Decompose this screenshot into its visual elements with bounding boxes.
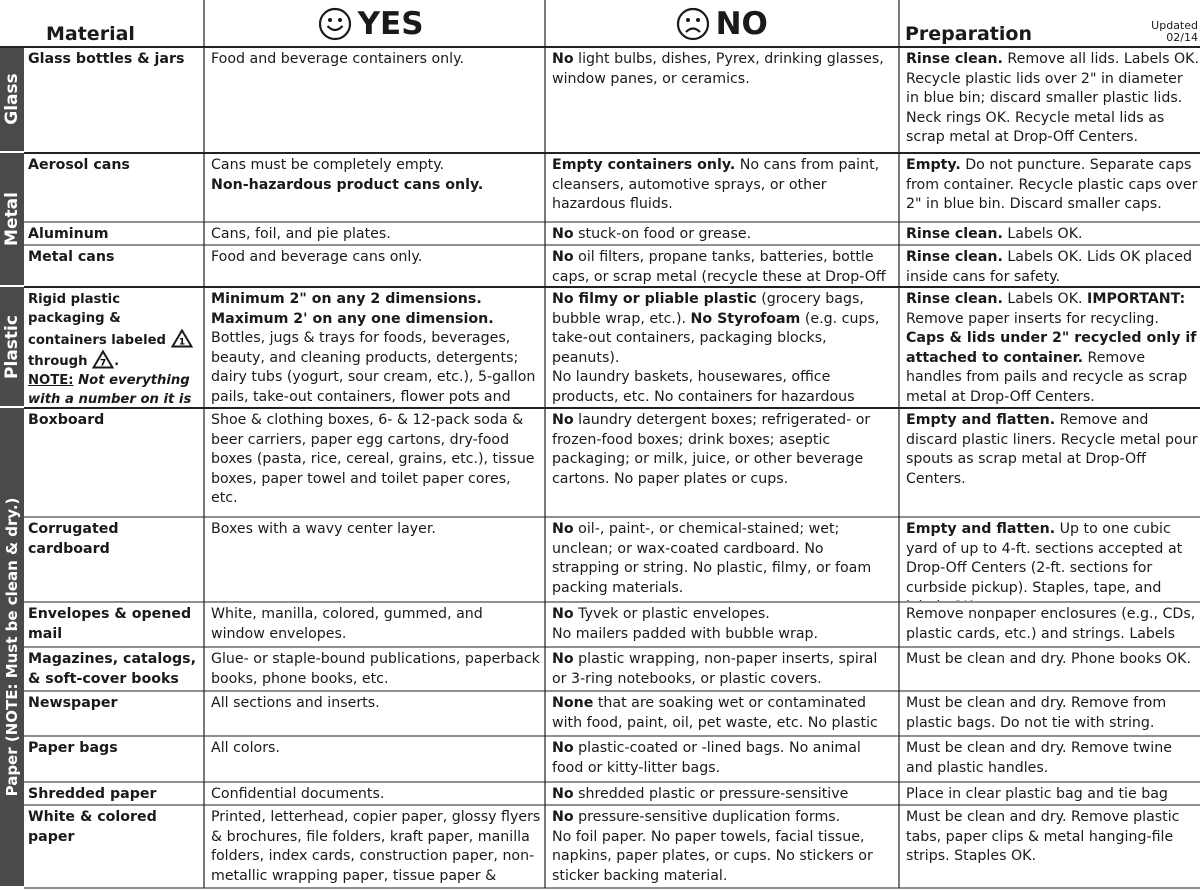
text-run: Empty and flatten. <box>906 521 1056 537</box>
text-run: Remove and discard plastic liners. Recycle metal pour spouts as scrap metal at Drop-Off Centers. <box>906 412 1198 487</box>
cell-yes <box>211 411 541 516</box>
cell-material <box>28 156 200 221</box>
cell-material <box>28 785 200 804</box>
cell-prep <box>906 411 1199 516</box>
cell-material <box>28 694 200 735</box>
cell-prep <box>906 50 1199 152</box>
text-run: Remove handles from pails and recycle as scrap metal at Drop-Off Centers. <box>906 349 1188 405</box>
text-run: Glue- or staple-bound publications, paperback books, phone books, etc. <box>211 651 540 687</box>
text-run: Place in clear plastic bag and tie bag <box>906 786 1168 802</box>
text-run: No laundry baskets, housewares, office products, etc. No containers for hazardous <box>552 369 855 405</box>
cell-material <box>28 411 200 516</box>
text-run: Empty. <box>906 157 961 173</box>
text-run: (grocery bags, bubble wrap, etc.). <box>552 291 864 327</box>
text-run: Boxes with a wavy center layer. <box>211 521 436 537</box>
text-run: No cans from paint, cleansers, automotive sprays, or other hazardous fluids. <box>552 157 880 213</box>
text-run: Printed, letterhead, copier paper, glossy flyers & brochures, file folders, kraft paper, manilla folders, index cards, construction paper, non-metallic wrapping paper, tissue paper & <box>211 809 541 884</box>
cell-no <box>552 50 894 152</box>
cell-material <box>28 225 200 244</box>
cell-prep <box>906 785 1199 804</box>
text-run: Caps & lids under 2" recycled only if attached to container. <box>906 330 1197 366</box>
cell-material <box>28 290 200 407</box>
text-run: oil-, paint-, or chemical-stained; wet; unclean; or wax-coated cardboard. No strapping or string. No plastic, filmy, or foam packing materials. <box>552 521 872 596</box>
text-run: Must be clean and dry. Phone books OK. <box>906 651 1191 667</box>
text-run: Tyvek or plastic envelopes. <box>573 606 770 622</box>
cell-yes <box>211 739 541 781</box>
cell-prep <box>906 650 1199 690</box>
cell-prep <box>906 225 1199 244</box>
text-run: Labels OK. <box>1002 226 1083 242</box>
text-run: Must be clean and dry. Remove plastic tabs, paper clips & metal hanging-file strips. Staples OK. <box>906 809 1180 865</box>
cell-no <box>552 248 894 286</box>
cell-no <box>552 225 894 244</box>
text-run: Bottles, jugs & trays for foods, beverages, beauty, and cleaning products, detergents; dairy tubs (yogurt, sour cream, etc.), 5-gallon pails, take-out containers, flower pots and <box>211 330 536 405</box>
text-run: All sections and inserts. <box>211 695 380 711</box>
recycle-symbol-icon <box>92 350 114 369</box>
text-run: . <box>114 353 120 369</box>
cell-material <box>28 520 200 601</box>
text-run: Newspaper <box>28 695 118 711</box>
header-material: Material <box>46 23 135 45</box>
text-run: through <box>28 353 93 369</box>
text-run: No filmy or pliable plastic <box>552 291 757 307</box>
cell-material <box>28 650 200 690</box>
cell-no <box>552 694 894 735</box>
cell-no <box>552 739 894 781</box>
text-run: Aluminum <box>28 226 109 242</box>
text-run: Minimum 2" on any 2 dimensions. Maximum 2' on any one dimension. <box>211 291 494 327</box>
text-run: Up to one cubic yard of up to 4-ft. sections accepted at Drop-Off Centers (2-ft. sections for curbside pickup). Staples, tape, and <box>906 521 1183 596</box>
cell-yes <box>211 156 541 221</box>
category-label: Paper (NOTE: Must be clean & dry.) <box>3 497 21 797</box>
text-run: Cans must be completely empty. <box>211 157 445 173</box>
text-run: Shoe & clothing boxes, 6- & 12-pack soda & beer carriers, paper egg cartons, dry-food boxes (pasta, rice, cereal, grains, etc.), tissue boxes, paper towel and toilet paper cores, etc. <box>211 412 535 507</box>
text-run: Remove all lids. Labels OK. Recycle plastic lids over 2" in diameter in blue bin; discard smaller plastic lids. Neck rings OK. Recycle metal lids as scrap metal at Drop-Off Centers. <box>906 51 1199 146</box>
svg-text:1: 1 <box>178 337 185 348</box>
text-run: Paper bags <box>28 740 118 756</box>
text-run: Glass bottles & jars <box>28 51 185 67</box>
cell-material <box>28 248 200 286</box>
cell-yes <box>211 785 541 804</box>
text-run: No <box>552 740 574 756</box>
cell-yes <box>211 808 541 887</box>
cell-material <box>28 605 200 646</box>
cell-material <box>28 808 200 887</box>
text-run: None <box>552 695 594 711</box>
text-run: light bulbs, dishes, Pyrex, drinking glasses, window panes, or ceramics. <box>552 51 884 87</box>
text-run: Corrugated cardboard <box>28 521 119 557</box>
cell-prep <box>906 605 1199 646</box>
text-run: IMPORTANT: <box>1087 291 1186 307</box>
cell-prep <box>906 520 1199 601</box>
text-run: stuck-on food or grease. <box>573 226 752 242</box>
cell-prep <box>906 739 1199 781</box>
text-run: Rinse clean. <box>906 249 1003 265</box>
svg-text:7: 7 <box>99 358 107 369</box>
text-run: All colors. <box>211 740 280 756</box>
text-run: NOTE: <box>28 373 74 389</box>
text-run: Labels OK. <box>1002 291 1088 307</box>
cell-material <box>28 739 200 781</box>
header-yes-label: YES <box>357 6 424 42</box>
text-run: Boxboard <box>28 412 105 428</box>
text-run: that are soaking wet or contaminated with food, paint, oil, pet waste, etc. No plastic <box>552 695 878 731</box>
text-run: No mailers padded with bubble wrap. <box>552 625 819 642</box>
cell-yes <box>211 650 541 690</box>
text-run: Magazines, catalogs, & soft-cover books <box>28 651 196 687</box>
text-run: No <box>552 249 574 265</box>
cell-no <box>552 520 894 601</box>
text-run: Envelopes & opened mail <box>28 606 192 642</box>
text-run: Food and beverage containers only. <box>211 51 464 67</box>
text-run: Empty and flatten. <box>906 412 1056 428</box>
text-run: Aerosol cans <box>28 157 130 173</box>
text-run: No <box>552 226 574 242</box>
text-run: Rinse clean. <box>906 51 1003 67</box>
updated-label: Updated <box>1151 19 1198 32</box>
text-run: No <box>552 651 574 667</box>
text-run: plastic wrapping, non-paper inserts, spiral or 3-ring notebooks, or plastic covers. <box>552 651 878 687</box>
text-run: Remove paper inserts for recycling. <box>906 310 1159 327</box>
cell-no <box>552 650 894 690</box>
text-run: No <box>552 786 574 802</box>
text-run: No <box>552 521 574 537</box>
cell-no <box>552 290 894 407</box>
text-run: shredded plastic or pressure-sensitive <box>578 786 849 802</box>
cell-no <box>552 808 894 887</box>
header-no-label: NO <box>715 6 768 42</box>
text-run: Confidential documents. <box>211 786 385 802</box>
header-preparation: Preparation <box>905 23 1032 45</box>
text-run: Not everything with a number on it is <box>28 373 192 407</box>
category-label: Plastic <box>2 314 22 379</box>
cell-no <box>552 156 894 221</box>
text-run: Do not puncture. Separate caps from container. Recycle plastic caps over 2" in blue bin. Discard smaller caps. <box>906 157 1198 213</box>
text-run: laundry detergent boxes; refrigerated- or frozen-food boxes; drink boxes; aseptic packaging; or milk, juice, or other beverage cartons. No paper plates or cups. <box>552 412 871 487</box>
updated-date-value: 02/14 <box>1166 31 1198 44</box>
cell-prep <box>906 808 1199 887</box>
cell-yes <box>211 225 541 244</box>
cell-yes <box>211 605 541 646</box>
text-run: No foil paper. No paper towels, facial tissue, napkins, paper plates, or cups. No stickers or sticker backing material. <box>552 828 873 884</box>
text-run: No <box>552 809 574 825</box>
category-label: Glass <box>2 73 22 125</box>
text-run: plastic-coated or -lined bags. No animal food or kitty-litter bags. <box>552 740 861 776</box>
text-run: Rinse clean. <box>906 226 1003 242</box>
text-run: White, manilla, colored, gummed, and window envelopes. <box>211 606 483 642</box>
text-run: Remove nonpaper enclosures (e.g., CDs, plastic cards, etc.) and strings. Labels <box>906 606 1196 642</box>
text-run: Food and beverage cans only. <box>211 249 423 265</box>
cell-material <box>28 50 200 152</box>
text-run: No <box>552 606 574 622</box>
text-run: Labels OK. Lids OK placed inside cans for safety. <box>906 249 1192 285</box>
text-run: (e.g. cups, take-out containers, packaging blocks, peanuts). <box>552 310 880 366</box>
text-run: Must be clean and dry. Remove twine and plastic handles. <box>906 740 1172 776</box>
text-run: Shredded paper <box>28 786 157 802</box>
text-run: Rigid plastic packaging & containers labeled <box>28 292 171 348</box>
text-run: pressure-sensitive duplication forms. <box>573 809 841 825</box>
text-run: White & colored paper <box>28 809 157 845</box>
cell-yes <box>211 694 541 735</box>
text-run: Must be clean and dry. Remove from plastic bags. Do not tie with string. <box>906 695 1167 731</box>
cell-no <box>552 411 894 516</box>
cell-yes <box>211 520 541 601</box>
cell-yes <box>211 50 541 152</box>
text-run: No Styrofoam <box>690 310 801 327</box>
cell-prep <box>906 694 1199 735</box>
text-run: Metal cans <box>28 249 115 265</box>
cell-prep <box>906 248 1199 286</box>
cell-no <box>552 785 894 804</box>
cell-yes <box>211 248 541 286</box>
text-run: No <box>552 412 574 428</box>
text-run: Non-hazardous product cans only. <box>211 176 484 193</box>
category-label: Metal <box>2 192 22 246</box>
text-run: Empty containers only. <box>552 157 736 173</box>
text-run: Rinse clean. <box>906 291 1003 307</box>
cell-prep <box>906 290 1199 407</box>
recycle-symbol-icon <box>171 329 193 348</box>
text-run: oil filters, propane tanks, batteries, bottle caps, or scrap metal (recycle these at Drop-Off <box>552 249 886 285</box>
text-run: No <box>552 51 574 67</box>
cell-prep <box>906 156 1199 221</box>
text-run: Cans, foil, and pie plates. <box>211 226 391 242</box>
cell-no <box>552 605 894 646</box>
cell-yes <box>211 290 541 407</box>
